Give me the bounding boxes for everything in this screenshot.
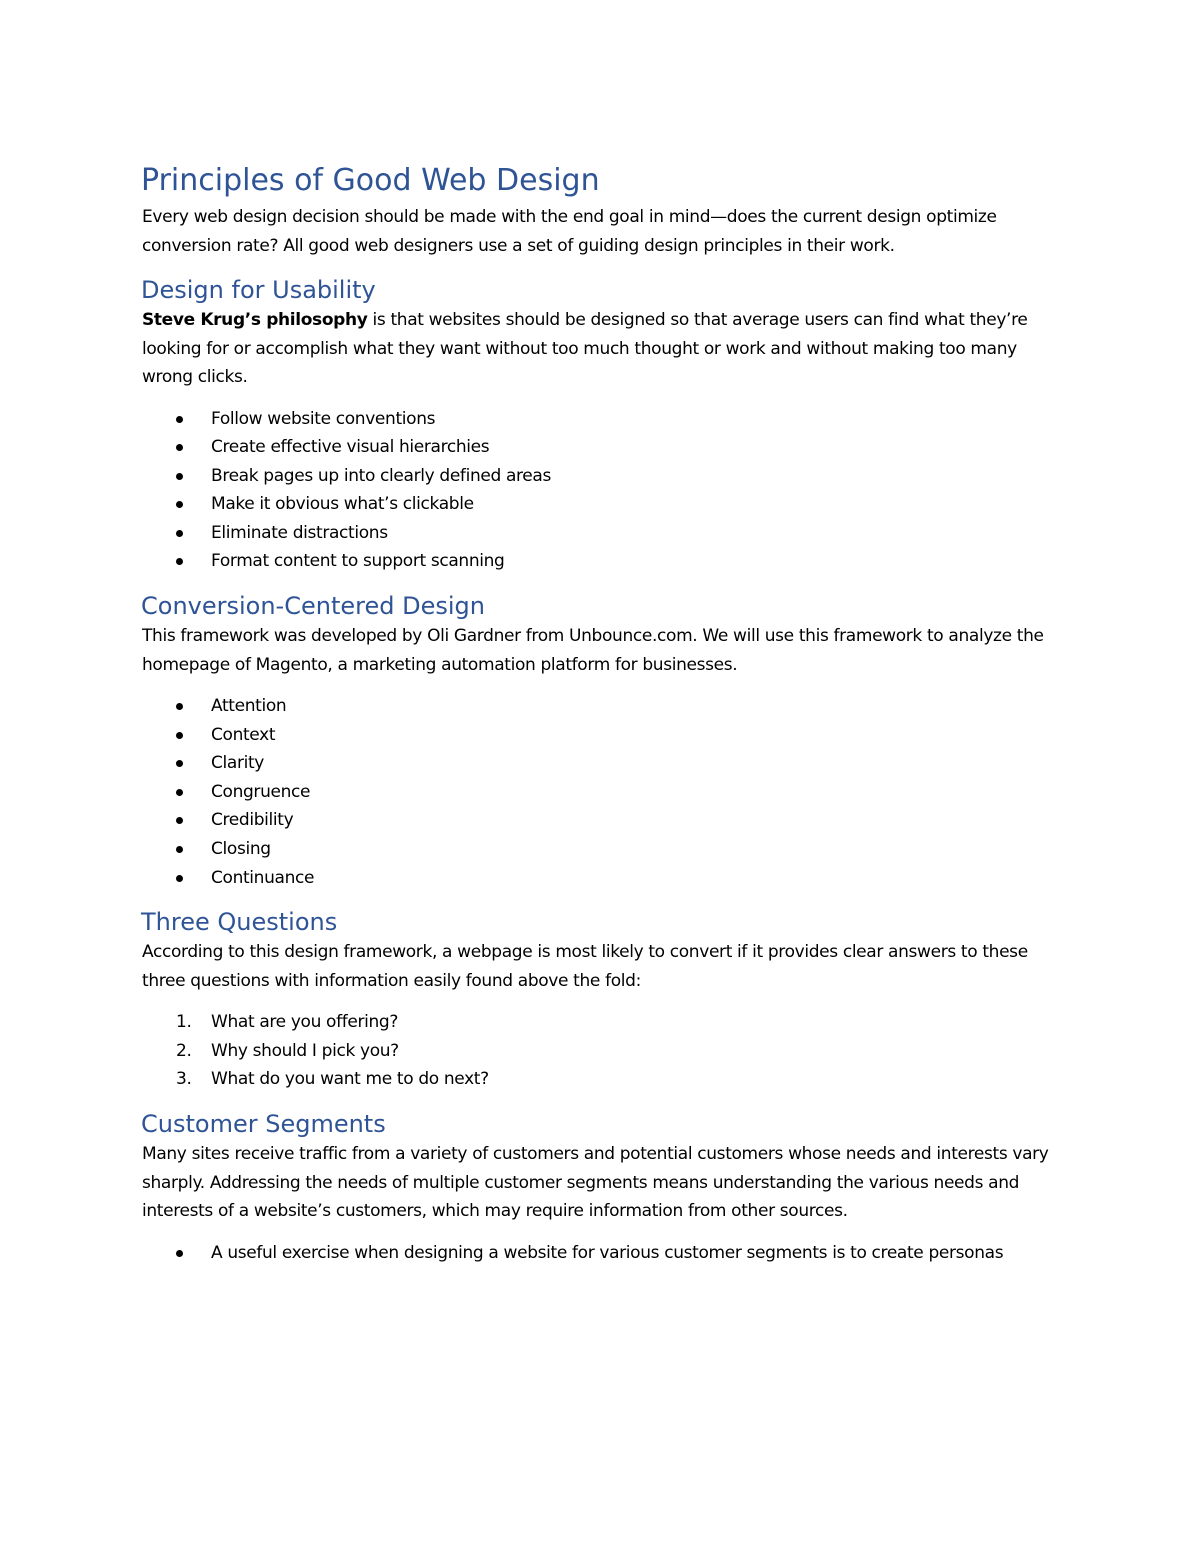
usability-list — [142, 405, 1072, 577]
list-item — [142, 806, 1072, 835]
bullet-icon — [176, 501, 183, 508]
list-item — [142, 490, 1072, 519]
document-page — [142, 160, 1072, 1267]
conversion-paragraph: This framework was developed by Oli Gardner from Unbounce.com. We will use this framework to analyze the homepage of Magento, a marketing automation platform for businesses. — [142, 626, 1044, 675]
list-item-text: A useful exercise when designing a website for various customer segments is to create personas — [211, 1242, 1004, 1263]
list-item — [142, 1008, 1072, 1037]
list-item — [142, 778, 1072, 807]
list-item — [142, 1037, 1072, 1066]
segments-paragraph: Many sites receive traffic from a variety of customers and potential customers whose needs and interests vary sharply. Addressing the needs of multiple customer segments means understanding the various needs and interests of a website’s customers, which may require information from other sources. — [142, 1144, 1049, 1221]
list-item — [142, 835, 1072, 864]
list-item — [142, 462, 1072, 491]
list-item-text: Format content to support scanning — [211, 551, 505, 572]
bullet-icon — [176, 875, 183, 882]
usability-paragraph — [142, 306, 1072, 392]
list-item — [142, 519, 1072, 548]
list-item-text: Why should I pick you? — [211, 1040, 399, 1061]
list-item — [142, 1239, 1072, 1268]
bullet-icon — [176, 558, 183, 565]
document-title: Principles of Good Web Design — [141, 163, 600, 198]
list-item — [142, 721, 1072, 750]
bullet-icon — [176, 732, 183, 739]
conversion-heading: Conversion-Centered Design — [141, 592, 485, 621]
list-item — [142, 749, 1072, 778]
list-item-text: Congruence — [211, 781, 311, 802]
usability-lead-bold: Steve Krug’s philosophy — [142, 310, 368, 330]
list-item — [142, 405, 1072, 434]
list-item-text: Credibility — [211, 810, 294, 831]
list-number: 1. — [176, 1012, 192, 1033]
conversion-list — [142, 692, 1072, 892]
intro-paragraph: Every web design decision should be made with the end goal in mind—does the current design optimize conversion rate? All good web designers use a set of guiding design principles in their work. — [142, 207, 997, 256]
questions-heading: Three Questions — [141, 908, 338, 937]
list-item-text: Make it obvious what’s clickable — [211, 494, 474, 515]
usability-heading: Design for Usability — [141, 276, 376, 304]
list-number: 2. — [176, 1040, 192, 1061]
questions-list — [142, 1008, 1072, 1094]
usability-lead-rest: is that websites should be designed so that average users can find what they’re looking for or accomplish what they want without too much thought or work and without making too many wrong clicks. — [142, 310, 1028, 387]
bullet-icon — [176, 473, 183, 480]
bullet-icon — [176, 703, 183, 710]
list-item-text: Clarity — [211, 753, 264, 774]
bullet-icon — [176, 846, 183, 853]
list-item — [142, 692, 1072, 721]
list-item — [142, 1065, 1072, 1094]
bullet-icon — [176, 530, 183, 537]
bullet-icon — [176, 1250, 183, 1257]
list-item — [142, 547, 1072, 576]
list-item-text: What do you want me to do next? — [211, 1069, 489, 1090]
bullet-icon — [176, 760, 183, 767]
list-item-text: Eliminate distractions — [211, 522, 388, 543]
list-item-text: Break pages up into clearly defined areas — [211, 465, 551, 486]
segments-heading: Customer Segments — [141, 1110, 386, 1138]
bullet-icon — [176, 817, 183, 824]
list-item-text: What are you offering? — [211, 1012, 399, 1033]
questions-paragraph: According to this design framework, a webpage is most likely to convert if it provides clear answers to these three questions with information easily found above the fold: — [142, 942, 1028, 991]
bullet-icon — [176, 444, 183, 451]
bullet-icon — [176, 789, 183, 796]
list-item — [142, 433, 1072, 462]
list-item-text: Create effective visual hierarchies — [211, 437, 490, 458]
list-item-text: Follow website conventions — [211, 408, 436, 429]
list-item — [142, 864, 1072, 893]
bullet-icon — [176, 416, 183, 423]
list-item-text: Context — [211, 724, 276, 745]
list-item-text: Continuance — [211, 867, 315, 888]
segments-list — [142, 1239, 1072, 1268]
list-item-text: Attention — [211, 696, 287, 717]
list-item-text: Closing — [211, 839, 271, 860]
list-number: 3. — [176, 1069, 192, 1090]
